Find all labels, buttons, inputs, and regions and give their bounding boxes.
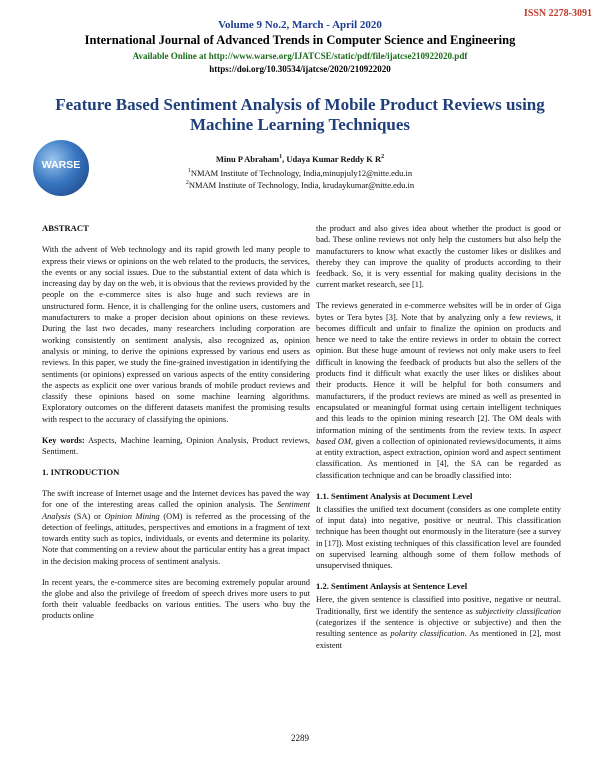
journal-name: International Journal of Advanced Trends in Computer Science and Engineering xyxy=(84,33,516,47)
doi-link[interactable]: https://doi.org/10.30534/ijatcse/2020/210922020 xyxy=(209,64,391,74)
affiliation-1: $^1$NMAM Institute of Technology, India,minupjuly12@nitte.edu.in xyxy=(187,168,413,178)
page-number: 2289 xyxy=(291,733,309,743)
introduction-heading: 1. INTRODUCTION xyxy=(42,466,120,477)
right-paragraph-1: the product and also gives idea about whether the product is good or bad. These online reviews not only help the customers but also help the manufacturers to know what exactly the customer likes or dislikes and thereby they can improve the quality of products according to their feedback. So, it is very essential for making quality decisions in the current market research, see [1]. xyxy=(316,224,561,290)
section-1-1-body: It classifies the unified text document (considers as one complete entity of input data) into negative, positive or neutral. This classification technique has been thought out enormously in the literature (see a survey in [17]). Most existing techniques of this classification level are founded on supervised learning although some of them follow methods of unsupervised thniques. xyxy=(316,504,561,571)
right-column xyxy=(316,223,561,660)
paper-title: Feature Based Sentiment Analysis of Mobile Product Reviews using Machine Learning Techniques xyxy=(55,95,545,134)
section-1-2-heading: 1.2. Sentiment Anlaysis at Sentence Level xyxy=(316,581,468,592)
authors: Minu P Abraham$^1$, Udaya Kumar Reddy K $R^2$ xyxy=(215,154,385,164)
logo-text: WARSE xyxy=(41,159,81,171)
left-column xyxy=(42,223,310,631)
available-online-link[interactable]: Available Online at http://www.warse.org/IJATCSE/static/pdf/file/ijatcse210922020.pdf xyxy=(132,51,468,61)
abstract-body: With the advent of Web technology and its rapid growth led many people to express their views or opinions on the web related to the products, the services, the events or any social issues. Due to the substantial extent of data which is increasing day by day on the web, it is obvious that the reviews provided by the people on the e-commerce sites is also huge and such reviews are in unstructured form. Hence, it is challenging for the online users, customers and manufacturers to make a proper decision about opinions on these reviews. During the last two decades, many researchers including corporation are working consistently on sentiment analysis, also recognized as, opinion analysis or mining, to derive the opinions expressed by various end users as reviews. In this paper, we study the fine-grained investigation in identifying the sentiments (or opinions) expressed on various aspects of the entity considering the aspects as explicit one over various brands of mobile product reviews and classify these opinions based on some machine learning algorithms. Exploratory outcomes on the different datasets manifest the promising results with respect to the accuracy of classifying the opinions. xyxy=(42,245,310,424)
right-paragraph-2: The reviews generated in e-commerce websites will be in order of Giga bytes or Tera bytes [3]. Note that by analyzing only a few reviews, it becomes difficult and unfair to finalize the opinion on products and hence we need to take the entire reviews in order to obtain the correct opinion. But these huge amount of reviews not only make users to feel difficult in knowing the feedback of products but also the sellers of the products find it difficult what exactly the user likes or dislikes about their products. Hence it will be helpful for both consumers and manufacturers, if the product reviews are mined as well as presented in encapsulated or meaningful format using certain intelligent techniques and this leads to the opinion mining research [2]. The OM deals with information mining of the sentiments from the review texts. In aspect based OM, given a collection of opinionated reviews/documents, it aims at entity extraction, aspect extraction, opinion word and aspect sentiment classification. As mentioned in [4], the SA can be regarded as classification technique and can be broadly classified into: xyxy=(316,301,561,480)
volume-info: Volume 9 No.2, March - April 2020 xyxy=(218,19,382,31)
intro-paragraph-2: In recent years, the e-commerce sites are becoming extremely popular around the globe and also the privilege of freedom of speech drives more users to put forth their valuable feedbacks on various entities. The users who buy the products online xyxy=(42,577,310,621)
abstract-heading: ABSTRACT xyxy=(42,223,89,233)
intro-paragraph-1: The swift increase of Internet usage and the Internet devices has paved the way for one of the interesting areas called the opinion analysis. The Sentiment Analysis (SA) or Opinion Mining (OM) is referred as the processing of the detection of feelings, attitudes, perspectives and emotions in a fragment of text towards entity such as topics, individuals, or events and determine its polarity. Note that commenting on a review about the particular entity has a great impact in the decision making process of sentiment analysis. xyxy=(42,488,311,566)
section-1-1-heading: 1.1. Sentiment Analysis at Document Level xyxy=(316,490,473,501)
keywords: Key words: Aspects, Machine learning, Opinion Analysis, Product reviews, Sentiment. xyxy=(42,435,310,456)
section-1-2-body: Here, the given sentence is classified into positive, negative or neutral. Traditionally, first we identify the sentence as subjectivity classification (categorizes if the sentence is objective or subjective) and then the resulting sentence as polarity classification. As mentioned in [2], most existent xyxy=(316,595,562,650)
affiliation-2: $^2$NMAM Institute of Technology, India, krudaykumar@nitte.edu.in xyxy=(185,180,415,190)
issn: ISSN 2278-3091 xyxy=(523,8,592,19)
